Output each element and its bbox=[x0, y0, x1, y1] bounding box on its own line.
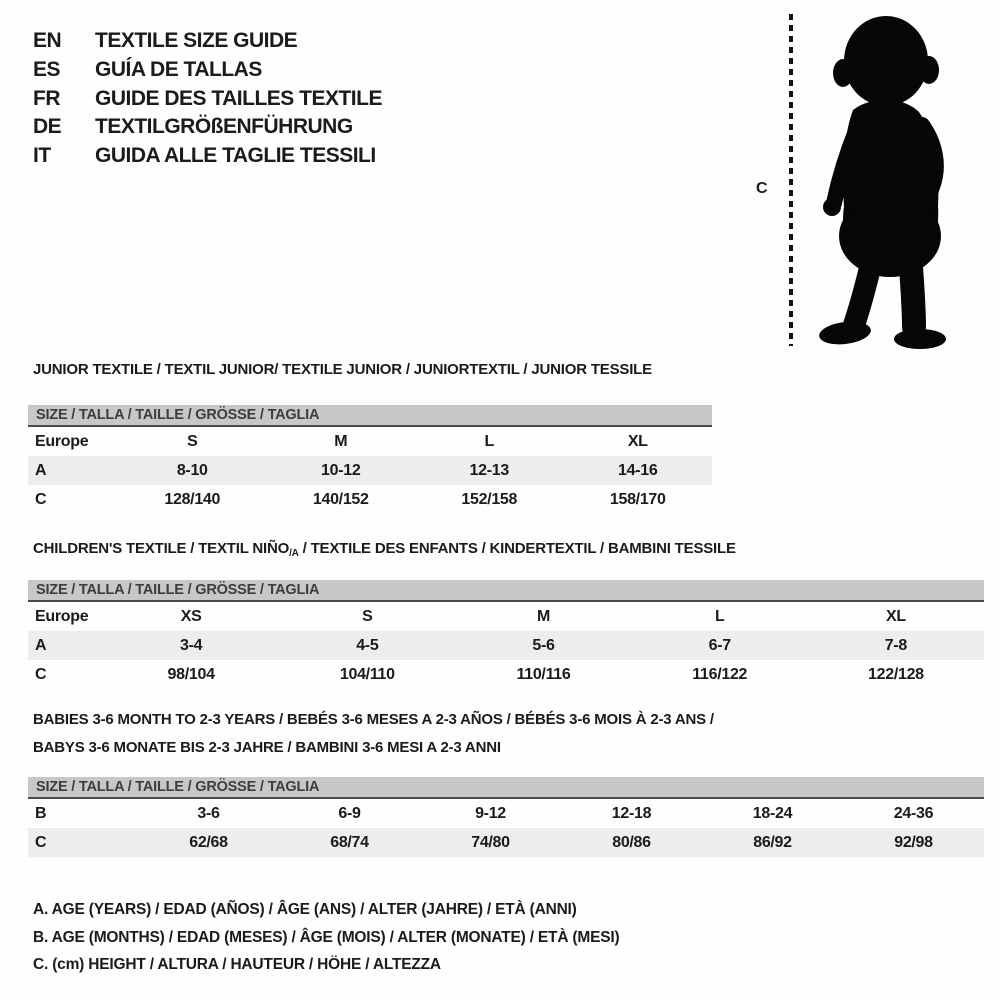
size-cell: 6-9 bbox=[338, 804, 361, 822]
table-row bbox=[28, 799, 984, 828]
row-label: C bbox=[35, 490, 47, 508]
junior-section-heading: JUNIOR TEXTILE / TEXTIL JUNIOR/ TEXTILE JUNIOR / JUNIORTEXTIL / JUNIOR TESSILE bbox=[33, 361, 652, 378]
size-cell: 18-24 bbox=[752, 804, 793, 822]
size-bar: SIZE / TALLA / TAILLE / GRÖSSE / TAGLIA bbox=[28, 580, 984, 602]
table-row bbox=[28, 828, 984, 857]
size-cell: 98/104 bbox=[167, 665, 215, 683]
row-label: A bbox=[35, 636, 47, 654]
table-row bbox=[28, 456, 712, 485]
language-row bbox=[33, 27, 382, 56]
legend-notes bbox=[33, 896, 619, 979]
size-cell: 6-7 bbox=[708, 636, 731, 654]
language-title: TEXTILE SIZE GUIDE bbox=[95, 29, 298, 53]
baby-silhouette-icon bbox=[800, 10, 962, 350]
size-cell: XL bbox=[885, 607, 906, 625]
language-code: ES bbox=[33, 58, 61, 82]
size-cell: 110/116 bbox=[516, 665, 571, 683]
size-cell: 92/98 bbox=[894, 833, 933, 851]
children-heading-text: CHILDREN'S TEXTILE / TEXTIL NIÑO bbox=[33, 540, 290, 557]
language-row bbox=[33, 142, 382, 171]
babies-size-table bbox=[28, 777, 984, 857]
size-cell: 80/86 bbox=[612, 833, 651, 851]
size-cell: 3-4 bbox=[179, 636, 203, 654]
size-cell: 128/140 bbox=[164, 490, 221, 508]
table-row bbox=[28, 631, 984, 660]
size-cell: 12-18 bbox=[611, 804, 652, 822]
row-label: C bbox=[35, 833, 47, 851]
row-label: Europe bbox=[35, 607, 89, 625]
size-cell: 158/170 bbox=[609, 490, 666, 508]
language-title: GUÍA DE TALLAS bbox=[95, 58, 262, 82]
note-height-cm: C. (cm) HEIGHT / ALTURA / HAUTEUR / HÖHE / ALTEZZA bbox=[33, 956, 441, 974]
size-bar: SIZE / TALLA / TAILLE / GRÖSSE / TAGLIA bbox=[28, 405, 712, 427]
height-measure-label: C bbox=[756, 180, 768, 197]
table-row bbox=[28, 485, 712, 514]
language-title: GUIDA ALLE TAGLIE TESSILI bbox=[95, 144, 376, 168]
size-cell: 140/152 bbox=[312, 490, 369, 508]
size-cell: M bbox=[536, 607, 551, 625]
babies-section-heading-line1: BABIES 3-6 MONTH TO 2-3 YEARS / BEBÉS 3-6 MESES A 2-3 AÑOS / BÉBÉS 3-6 MOIS À 2-3 ANS / bbox=[33, 711, 714, 728]
row-label: C bbox=[35, 665, 47, 683]
height-dashed-line bbox=[789, 14, 793, 346]
size-cell: 12-13 bbox=[469, 461, 509, 479]
table-row bbox=[28, 660, 984, 689]
size-cell: 4-5 bbox=[356, 636, 379, 654]
row-label: B bbox=[35, 804, 47, 822]
note-age-years: A. AGE (YEARS) / EDAD (AÑOS) / ÂGE (ANS) / ALTER (JAHRE) / ETÀ (ANNI) bbox=[33, 901, 577, 918]
language-title-list bbox=[33, 27, 382, 170]
note-age-months: B. AGE (MONTHS) / EDAD (MESES) / ÂGE (MOIS) / ALTER (MONATE) / ETÀ (MESI) bbox=[33, 928, 620, 946]
row-label: Europe bbox=[35, 432, 89, 450]
size-cell: 8-10 bbox=[176, 461, 208, 479]
language-code: FR bbox=[33, 86, 60, 110]
size-cell: 74/80 bbox=[471, 833, 510, 851]
size-cell: 7-8 bbox=[884, 636, 908, 654]
size-cell: S bbox=[187, 432, 198, 450]
size-cell: 10-12 bbox=[321, 461, 361, 479]
language-title: GUIDE DES TAILLES TEXTILE bbox=[95, 86, 382, 110]
language-code: EN bbox=[33, 29, 62, 53]
size-cell: L bbox=[714, 607, 725, 625]
table-row bbox=[28, 427, 712, 456]
language-code: DE bbox=[33, 115, 62, 139]
size-cell: 116/122 bbox=[692, 665, 748, 683]
size-cell: 5-6 bbox=[532, 636, 555, 654]
language-row bbox=[33, 113, 382, 142]
size-cell: XL bbox=[627, 432, 648, 450]
junior-size-table bbox=[28, 405, 712, 514]
children-heading-subscript: /A bbox=[289, 548, 299, 559]
size-bar: SIZE / TALLA / TAILLE / GRÖSSE / TAGLIA bbox=[28, 777, 984, 799]
children-size-table bbox=[28, 580, 984, 689]
size-cell: 3-6 bbox=[197, 804, 220, 822]
size-cell: S bbox=[362, 607, 373, 625]
size-cell: XS bbox=[180, 607, 202, 625]
row-label: A bbox=[35, 461, 47, 479]
language-row bbox=[33, 84, 382, 113]
children-heading-text: / TEXTILE DES ENFANTS / KINDERTEXTIL / BAMBINI TESSILE bbox=[298, 540, 736, 557]
language-row bbox=[33, 56, 382, 85]
size-cell: M bbox=[334, 432, 348, 450]
size-cell: 104/110 bbox=[339, 665, 395, 683]
size-cell: 68/74 bbox=[330, 833, 369, 851]
table-row bbox=[28, 602, 984, 631]
size-cell: L bbox=[484, 432, 494, 450]
size-cell: 14-16 bbox=[618, 461, 658, 479]
size-cell: 122/128 bbox=[868, 665, 924, 683]
size-cell: 24-36 bbox=[893, 804, 934, 822]
size-cell: 86/92 bbox=[753, 833, 792, 851]
language-code: IT bbox=[33, 144, 51, 168]
size-cell: 9-12 bbox=[475, 804, 506, 822]
children-section-heading bbox=[33, 540, 736, 557]
language-title: TEXTILGRÖßENFÜHRUNG bbox=[95, 115, 353, 139]
size-cell: 152/158 bbox=[461, 490, 518, 508]
size-cell: 62/68 bbox=[189, 833, 228, 851]
babies-section-heading-line2: BABYS 3-6 MONATE BIS 2-3 JAHRE / BAMBINI 3-6 MESI A 2-3 ANNI bbox=[33, 739, 501, 756]
